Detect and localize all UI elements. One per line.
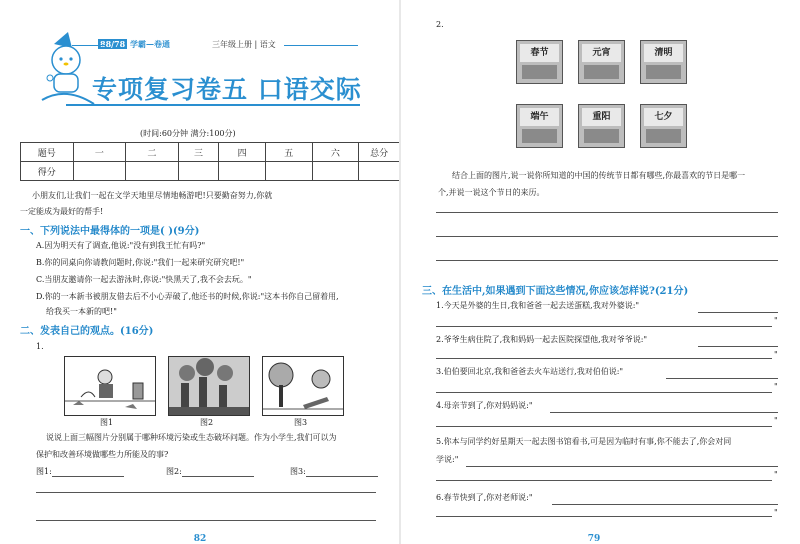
writing-line[interactable] [36,492,376,493]
pollution-image-2 [168,356,250,416]
time-info: (时间:60分钟 满分:100分) [140,129,236,138]
festival-illustration [522,65,557,79]
answer-line[interactable] [436,358,772,359]
option-c: C.当朋友邀请你一起去游泳时,你说:"快黑天了,我不会去玩。" [36,275,252,284]
writing-line[interactable] [436,212,778,213]
score-cell[interactable] [126,162,179,181]
close-quote: " [774,350,778,359]
header-cell: 三 [178,143,219,162]
question-number: 1. [36,342,44,351]
header-cell: 一 [73,143,126,162]
option-d: D.你的一本新书被朋友借去后不小心弄破了,他还书的时候,你说:"这本书你自己留着用, [36,292,339,301]
festival-card-5 [578,104,625,148]
caption-1: 图1 [100,418,114,427]
situation-5-cont: 学说:" [436,455,459,464]
score-cell[interactable] [219,162,266,181]
answer-label-3: 图3: [290,467,306,476]
answer-blank-2[interactable] [182,466,254,477]
row-label: 得分 [21,162,74,181]
header-rule [72,45,106,46]
close-quote: " [774,382,778,391]
answer-2 [166,466,254,477]
festival-name: 七夕 [644,108,683,126]
situation-3: 3.伯伯要回北京,我和爸爸去火车站送行,我对伯伯说:" [436,367,624,376]
festival-card-2 [578,40,625,84]
option-a: A.因为明天有了调查,他说:"没有到我王忙有吗?" [36,241,206,250]
close-quote: " [774,416,778,425]
situation-1: 1.今天是外婆的生日,我和爸爸一起去送蛋糕,我对外婆说:" [436,301,640,310]
score-cell[interactable] [266,162,313,181]
intro-line-1: 小朋友们,让我们一起在文学天地里尽情地畅游吧!只要勤奋努力,你就 [32,191,273,200]
series-tag: 88/78 [100,39,126,49]
answer-line[interactable] [436,516,772,517]
festival-card-1 [516,40,563,84]
deforestation-icon [263,357,343,415]
mascot-cat-icon [36,30,98,110]
grade: 三年级上册 [212,40,252,49]
answer-line[interactable] [436,480,772,481]
series-brand: 学霸—卷通 [129,39,170,49]
answer-1 [36,466,124,477]
q2-text-1: 结合上面的图片,说一说你所知道的中国的传统节日都有哪些,你最喜欢的节日是哪一 [452,171,746,180]
score-cell[interactable] [359,162,400,181]
festival-name: 春节 [520,44,559,62]
answer-blank-3[interactable] [306,466,378,477]
grade-subject: 三年级上册 | 语文 [212,40,276,49]
festival-name: 端午 [520,108,559,126]
writing-line[interactable] [36,520,376,521]
answer-line[interactable] [666,378,778,379]
close-quote: " [774,508,778,517]
section-2-text-1: 说说上面三幅图片分别属于哪种环境污染或生态破坏问题。作为小学生,我们可以为 [46,433,337,442]
section-2-heading: 二、发表自己的观点。(16分) [20,326,154,337]
answer-label-2: 图2: [166,467,182,476]
situation-4: 4.母亲节到了,你对妈妈说:" [436,401,533,410]
caption-2: 图2 [200,418,214,427]
close-quote: " [774,470,778,479]
situation-2: 2.爷爷生病住院了,我和妈妈一起去医院探望他,我对爷爷说:" [436,335,648,344]
situation-6: 6.春节快到了,你对老师说:" [436,493,533,502]
header-cell: 题号 [21,143,74,162]
score-table-header-row [21,143,400,162]
answer-line[interactable] [550,412,778,413]
answer-line[interactable] [466,466,778,467]
intro-line-2: 一定能成为最好的帮手! [20,207,104,216]
header-cell: 总分 [359,143,400,162]
festival-name: 重阳 [582,108,621,126]
series-header [98,39,170,50]
page-title: 专项复习卷五 口语交际 [92,75,362,104]
close-quote: " [774,316,778,325]
festival-card-6 [640,104,687,148]
section-3-heading: 三、在生活中,如果遇到下面这些情况,你应该怎样说?(21分) [422,286,689,297]
answer-line[interactable] [698,312,778,313]
festival-illustration [584,129,619,143]
answer-line[interactable] [436,392,772,393]
page-number: 82 [193,534,207,544]
answer-line[interactable] [698,346,778,347]
pollution-image-3 [262,356,344,416]
litter-scene-icon [65,357,155,415]
festival-illustration [646,129,681,143]
score-cell[interactable] [178,162,219,181]
page-fold [399,0,401,544]
section-2-text-2: 保护和改善环境做哪些力所能及的事? [36,450,169,459]
caption-3: 图3 [294,418,308,427]
right-page [402,0,800,544]
writing-line[interactable] [436,236,778,237]
score-cell[interactable] [73,162,126,181]
answer-3 [290,466,378,477]
writing-line[interactable] [436,260,778,261]
header-rule-right [284,45,358,46]
festival-card-4 [516,104,563,148]
festival-illustration [522,129,557,143]
answer-blank-1[interactable] [52,466,124,477]
festival-illustration [646,65,681,79]
score-cell[interactable] [312,162,359,181]
festival-illustration [584,65,619,79]
header-cell: 二 [126,143,179,162]
subject: 语文 [259,40,276,49]
q2-text-2: 个,并说一说这个节日的来历。 [438,188,545,197]
festival-name: 清明 [644,44,683,62]
page-number: 79 [587,534,601,544]
option-d-cont: 给我买一本新的吧!" [46,307,117,316]
festival-name: 元宵 [582,44,621,62]
header-cell: 五 [266,143,313,162]
question-2-number: 2. [436,20,444,29]
option-b: B.你的同桌向你请教问题时,你说:"我们一起来研究研究吧!" [36,258,245,267]
answer-line[interactable] [552,504,778,505]
situation-5: 5.你本与同学约好星期天一起去图书馆看书,可是因为临时有事,你不能去了,你会对同 [436,437,732,446]
answer-line[interactable] [436,426,772,427]
answer-line[interactable] [436,326,772,327]
answer-label-1: 图1: [36,467,52,476]
title-underline [66,104,360,106]
score-table [20,142,400,181]
festival-card-3 [640,40,687,84]
header-cell: 六 [312,143,359,162]
score-table-score-row [21,162,400,181]
section-1-heading: 一、下列说法中最得体的一项是( )(9分) [20,226,200,237]
header-cell: 四 [219,143,266,162]
factory-smoke-icon [169,357,249,415]
pollution-image-1 [64,356,156,416]
